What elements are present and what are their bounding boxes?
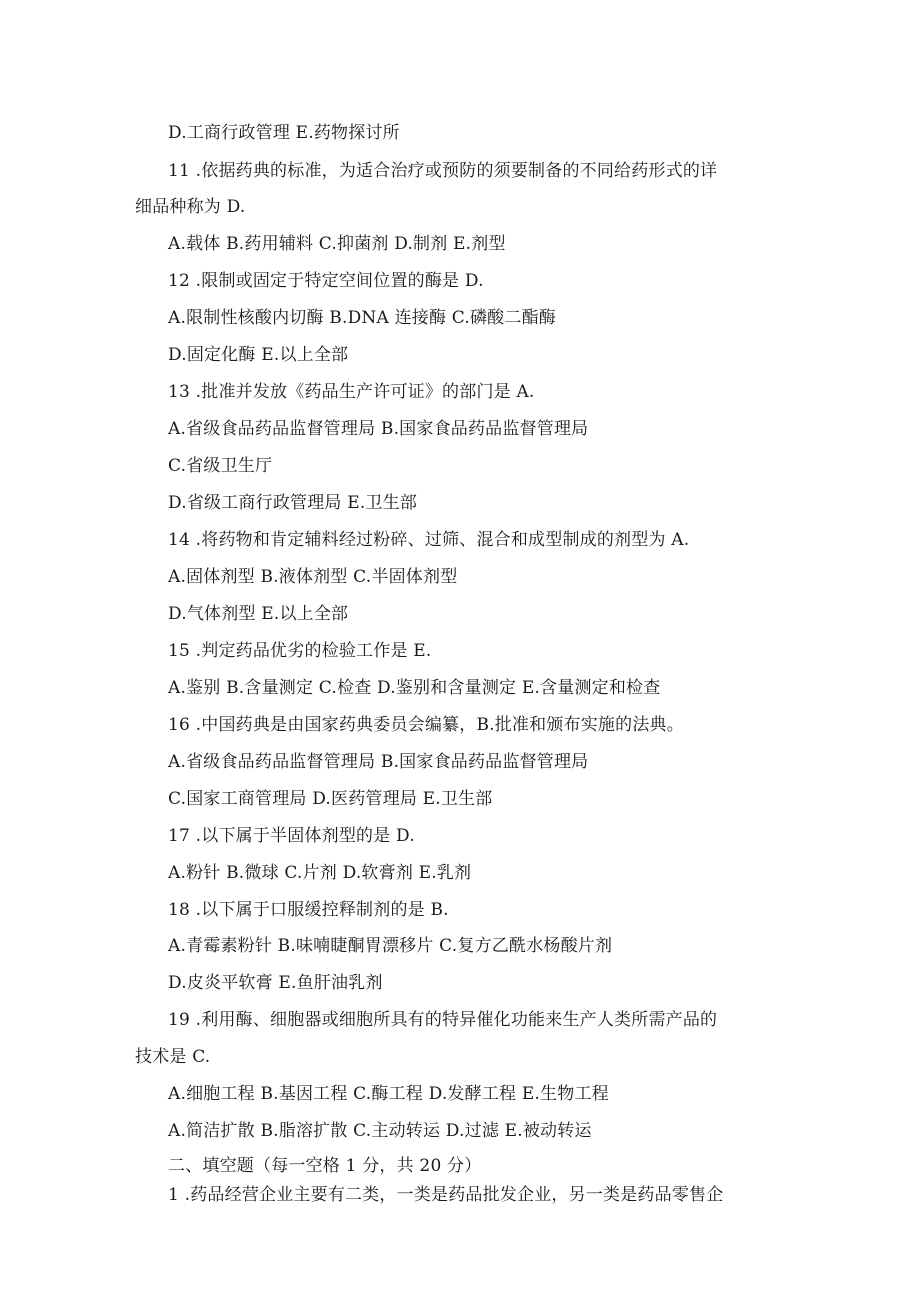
text-line: D.工商行政管理 E.药物探讨所 [168, 123, 400, 143]
options-line: A.简洁扩散 B.脂溶扩散 C.主动转运 D.过滤 E.被动转运 [168, 1121, 592, 1141]
options-line: A.鉴别 B.含量测定 C.检查 D.鉴别和含量测定 E.含量测定和检查 [168, 678, 661, 698]
options-line: C.国家工商管理局 D.医药管理局 E.卫生部 [168, 789, 493, 809]
options-line: D.固定化酶 E.以上全部 [168, 345, 349, 365]
options-line: A.青霉素粉针 B.味喃睫酮胃漂移片 C.复方乙酰水杨酸片剂 [168, 936, 613, 956]
question-18: 18 .以下属于口服缓控释制剂的是 B. [168, 900, 449, 920]
question-15: 15 .判定药品优劣的检验工作是 E. [168, 641, 432, 661]
options-line: C.省级卫生厅 [168, 456, 273, 476]
question-12: 12 .限制或固定于特定空间位置的酶是 D. [168, 271, 484, 291]
question-17: 17 .以下属于半固体剂型的是 D. [168, 826, 415, 846]
options-line: D.省级工商行政管理局 E.卫生部 [168, 493, 418, 513]
options-line: A.固体剂型 B.液体剂型 C.半固体剂型 [168, 567, 458, 587]
options-line: A.省级食品药品监督管理局 B.国家食品药品监督管理局 [168, 752, 589, 772]
question-19: 19 .利用酶、细胞器或细胞所具有的特异催化功能来生产人类所需产品的 [168, 1010, 718, 1030]
options-line: A.限制性核酸内切酶 B.DNA 连接酶 C.磷酸二酯酶 [168, 308, 556, 328]
section-heading: 二、填空题（每一空格 1 分，共 20 分） [168, 1156, 482, 1176]
text-line: 技术是 C. [135, 1047, 211, 1067]
text-line: 细品种称为 D. [135, 197, 246, 217]
options-line: A.粉针 B.微球 C.片剂 D.软膏剂 E.乳剂 [168, 863, 472, 883]
fill-question-1: 1 .药品经营企业主要有二类，一类是药品批发企业，另一类是药品零售企 [168, 1185, 724, 1205]
options-line: D.皮炎平软膏 E.鱼肝油乳剂 [168, 973, 383, 993]
options-line: A.细胞工程 B.基因工程 C.酶工程 D.发酵工程 E.生物工程 [168, 1084, 609, 1104]
question-16: 16 .中国药典是由国家药典委员会编纂，B.批准和颁布实施的法典。 [168, 715, 684, 735]
question-13: 13 .批准并发放《药品生产许可证》的部门是 A. [168, 382, 535, 402]
options-line: A.省级食品药品监督管理局 B.国家食品药品监督管理局 [168, 419, 589, 439]
options-line: A.载体 B.药用辅料 C.抑菌剂 D.制剂 E.剂型 [168, 234, 506, 254]
question-14: 14 .将药物和肯定辅料经过粉碎、过筛、混合和成型制成的剂型为 A. [168, 530, 690, 550]
question-11: 11 .依据药典的标准，为适合治疗或预防的须要制备的不同给药形式的详 [168, 161, 718, 181]
options-line: D.气体剂型 E.以上全部 [168, 604, 349, 624]
